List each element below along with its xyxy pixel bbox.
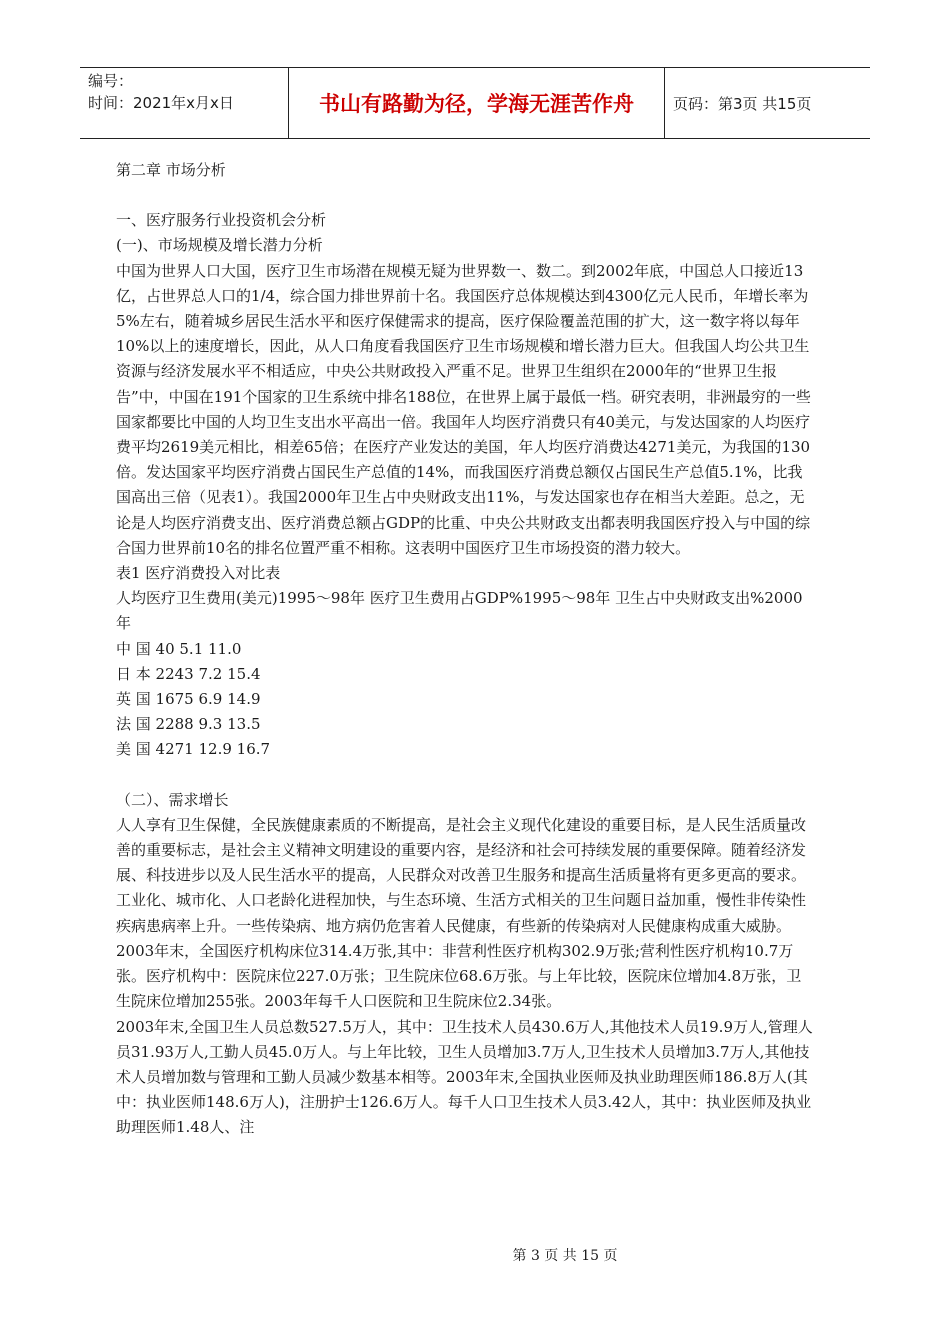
table-row: 法 国 2288 9.3 13.5 [116,715,261,734]
table-row: 中 国 40 5.1 11.0 [116,639,242,658]
subsection-title-demand: （二）、需求增长 [116,790,229,809]
table-row: 美 国 4271 12.9 16.7 [116,740,271,759]
table-row: 英 国 1675 6.9 14.9 [116,690,261,709]
paragraph-staff: 2003年末,全国卫生人员总数527.5万人，其中：卫生技术人员430.6万人,其他技术人员19.9万人,管理人员31.93万人,工勤人员45.0万人。与上年比较，卫生人员增加3.7万人,卫生技术人员增加3.7万人,其他技术人员增加数与管理和工勤人员减少数基本相等。2003年末,全国执业医师及执业助理医师186.8万人(其中：执业医师148.6万人)，注册护士126.6万人。每千人口卫生技术人员3.42人，其中：执业医师及执业助理医师1.48人、注 [116,1017,813,1137]
paragraph-market: 中国为世界人口大国，医疗卫生市场潜在规模无疑为世界数一、数二。到2002年底，中国总人口接近13亿，占世界总人口的1/4，综合国力排世界前十名。我国医疗总体规模达到4300亿元人民币，年增长率为5%左右，随着城乡居民生活水平和医疗保健需求的提高，医疗保险覆盖范围的扩大，这一数字将以每年10%以上的速度增长，因此，从人口角度看我国医疗卫生市场规模和增长潜力巨大。但我国人均公共卫生资源与经济发展水平不相适应，中央公共财政投入严重不足。世界卫生组织在2000年的“世界卫生报告”中，中国在191个国家的卫生系统中排名188位，在世界上属于最低一档。研究表明，非洲最穷的一些国家都要比中国的人均卫生支出水平高出一倍。我国年人均医疗消费只有40美元，与发达国家的人均医疗费平均2619美元相比，相差65倍；在医疗产业发达的美国，年人均医疗消费达4271美元，为我国的130倍。发达国家平均医疗消费占国民生产总值的14%，而我国医疗消费总额仅占国民生产总值5.1%，比我国高出三倍（见表1）。我国2000年卫生占中央财政支出11%，与发达国家也存在相当大差距。总之，无论是人均医疗消费支出、医疗消费总额占GDP的比重、中央公共财政支出都表明我国医疗投入与中国的综合国力世界前10名的排名位置严重不相称。这表明中国医疗卫生市场投资的潜力较大。 [116,261,811,557]
header-page-label: 页码：第3页 共15页 [673,94,812,113]
subsection-title-market: (一)、市场规模及增长潜力分析 [116,236,323,255]
header-motto: 书山有路勤为径，学海无涯苦作舟 [289,68,665,138]
document-time-label: 时间：2021年x月x日 [88,94,234,112]
section-title: 一、医疗服务行业投资机会分析 [116,211,327,230]
table-caption: 表1 医疗消费投入对比表 [116,564,281,583]
paragraph-demand: 人人享有卫生保健，全民族健康素质的不断提高，是社会主义现代化建设的重要目标，是人民生活质量改善的重要标志，是社会主义精神文明建设的重要内容，是经济和社会可持续发展的重要保障。随着经济发展、科技进步以及人民生活水平的提高，人民群众对改善卫生服务和提高生活质量将有更多更高的要求。工业化、城市化、人口老龄化进程加快，与生态环境、生活方式相关的卫生问题日益加重，慢性非传染性疾病患病率上升。一些传染病、地方病仍危害着人民健康，有些新的传染病对人民健康构成重大威胁。 [116,815,807,935]
page-footer: 第 3 页 共 15 页 [512,1248,618,1264]
header-meta [80,68,289,138]
table-header: 人均医疗卫生费用(美元)1995～98年 医疗卫生费用占GDP%1995～98年 卫生占中央财政支出%2000年 [116,589,803,633]
paragraph-beds: 2003年末，全国医疗机构床位314.4万张,其中：非营利性医疗机构302.9万张;营利性医疗机构10.7万张。医疗机构中：医院床位227.0万张；卫生院床位68.6万张。与上年比较，医院床位增加4.8万张，卫生院床位增加255张。2003年每千人口医院和卫生院床位2.34张。 [116,941,802,1011]
document-body [116,158,816,1141]
document-number-label: 编号： [88,72,134,90]
chapter-title: 第二章 市场分析 [116,161,226,179]
page-header [80,67,870,139]
table-row: 日 本 2243 7.2 15.4 [116,664,261,683]
